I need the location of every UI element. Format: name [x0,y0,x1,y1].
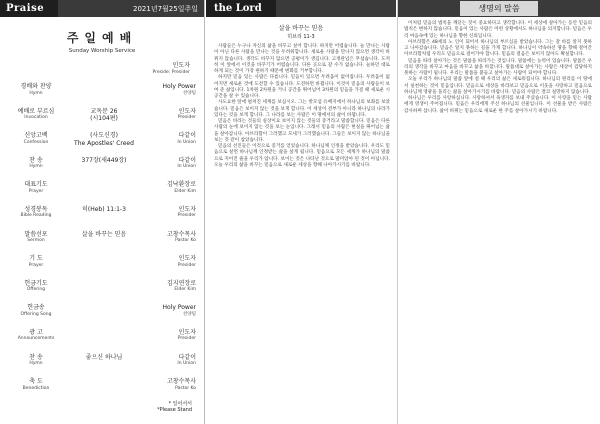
item-leader-en: In Union [177,164,196,170]
sermon-panel [206,0,396,424]
presider-role-en: Preside: Presider [152,70,190,75]
item-leader-ko: 다같이 [178,156,196,164]
item-name-ko: 헌금송 [27,304,45,312]
item-leader-ko: 인도자 [178,255,196,263]
item-detail: 좋으신 하나님 [85,353,123,361]
word-of-life-panel [397,0,600,424]
item-detail: 살을 바꾸는 믿음 [81,230,127,238]
item-leader-en: 찬양팀 [182,90,196,96]
item-name-ko: 경배와 찬양 [20,83,52,90]
item-name-ko: 축 도 [29,378,43,386]
item-name-en: Sermon [27,238,45,244]
presider-role: 인도자 [172,62,190,69]
item-detail: (사도신경) The Apostles' Creed [74,132,134,147]
header-bar-middle [206,0,396,17]
paragraph: 믿음은 바라는 것들의 실상이요 보이지 않는 것들의 증거라고 말씀합니다. 믿음은 다른 사람의 눈에 보이지 않는 것을 보는 눈입니다. 그래서 믿음의 사람은 현실을 뛰어넘는 삶을 살아갑니다. 아브라함이 그러했고 모세가 그러했습니다. 그들은 보이지 않는 하나님을 보는 것 같이 참았습니다. [214,119,390,143]
worship-item [10,231,196,256]
item-leader-ko: 김지연장로 [167,279,196,287]
worship-item [10,304,196,329]
item-name-ko: 기 도 [29,255,43,263]
item-name-ko: 대표기도 [24,181,48,189]
item-name-ko: 신앙고백 [24,132,48,140]
item-name-ko: 성경봉독 [24,205,48,213]
word-of-life-title: 생명의 말씀 [460,1,537,16]
item-name [10,354,62,367]
item-leader [146,304,196,317]
item-leader-ko: 다같이 [178,353,196,361]
stand-note-en: *Please Stand [157,407,192,414]
paragraph: 사람들은 누구나 자신의 삶을 바꾸고 싶어 합니다. 하지만 어렵습니다. 늘 만나는 사람이 아닌 다른 사람을 만나는 것을 두려워합니다. 새로운 사람을 만나지 않으면 생각이 바뀌지 않습니다. 생각도 바꾸지 않으면 공평이가 생깁니다. 고정관념은 무섭습니다. 도저히 이 앞에서 이것을 바꾸기가 어렵습니다. 다른 곳으로 갈 수가 없습니다. 늘하던 대로 하게 되는 것이 가장 편하기 때문에 변화를 거부합니다. [214,44,390,74]
item-leader-en: Pastor Ko [175,385,196,391]
item-leader-en: Presider [177,262,196,268]
worship-item [10,132,196,157]
item-leader-ko: 인도자 [178,328,196,336]
worship-title: 주일예배 [66,31,138,45]
item-leader [146,378,196,391]
item-name [10,304,62,317]
item-leader-ko: 고창수목사 [167,378,196,386]
item-leader-ko: 인도자 [178,205,196,213]
item-name-en: Offering Song [20,311,52,317]
item-leader [146,108,196,121]
item-name-en: Announcements [17,336,55,342]
item-leader-en: Presider [177,213,196,219]
item-name [10,206,62,219]
item-leader-ko: 김낙환장로 [167,181,196,189]
item-leader [146,132,196,145]
paragraph: 믿음을 따라 살아가는 것은 말씀을 따라가는 것입니다. 말씀에는 능력이 있습니다. 말씀은 우리의 생각을 바꾸고 마음을 바꾸고 삶을 바꿉니다. 말씀대로 살아가는 사람은 세상이 감당하지 못하는 사람이 됩니다. 우리는 말씀을 붙들고 살아가는 사람이 되어야 합니다. [404,58,592,76]
item-name-en: Prayer [28,262,44,268]
item-leader-en: 찬양팀 [182,311,196,317]
item-leader-ko: 고창수목사 [167,230,196,238]
item-name-ko: 말씀선포 [24,230,48,238]
item-name [10,157,62,170]
item-name-en: Hymn [29,361,43,367]
item-leader [146,83,196,96]
item-leader [146,255,196,268]
item-name-en: Bible Reading [20,213,52,219]
item-name [10,181,62,194]
worship-item [10,181,196,206]
worship-item [10,206,196,231]
item-detail: 교독문 26 (시104편) [90,107,118,123]
item-leader [146,354,196,367]
paragraph: 하나님은 우리를 사랑하십니다. 사랑하셔서 독생자를 보내 주셨습니다. 이 사랑을 믿는 사람에게 영생이 주어집니다. 믿음은 우리에게 주신 하나님의 선물입니다. 이 선물을 받은 사람은 감사하며 삽니다. 삶이 바뀌는 믿음으로 새로운 한 주를 살아가시기 바랍니다. [404,96,592,114]
item-name-en: Hymn [29,164,43,170]
paragraph: 오늘 우리가 하나님의 말씀 앞에 설 때 우리의 삶은 새로워집니다. 하나님의 원리를 이 땅에서 실천하는 것이 믿음입니다. 믿음으로 세상을 바라보고 믿음으로 이웃을 사랑하고 믿음으로 하나님께 영광을 돌리는 삶을 살아가시기를 바랍니다. 믿음의 사람은 결코 실망하지 않습니다. [404,77,592,95]
paragraph: 아브라함은 48세의 노 인이 되어서 하나님의 부르심을 받았습니다. 그는 갈 바를 알지 못하고 나아갔습니다. 믿음은 알지 못하는 길을 가게 합니다. 하나님이 약속하신 땅을 향해 걸어간 아브라함처럼 우리도 믿음으로 걸어가야 합니다. 믿음의 걸음은 보이지 않아도 확실합니다. [404,39,592,58]
item-leader-en: In Union [177,139,196,145]
paragraph: 사도요한 앞에 펼쳐진 세계를 보십시오. 그는 밧모섬 유배지에서 하나님의 보좌를 보았습니다. 믿음은 보이지 않는 것을 보게 합니다. 이 세상이 전부가 아니라 하나님의 나라가 있다는 것을 보게 합니다. 그 나라를 보는 사람은 이 땅에서의 삶이 바뀝니다. [214,100,390,118]
item-leader [146,329,196,342]
paragraph: 믿음의 선진들은 이것으로 증거를 얻었습니다. 하나님께 인정을 받았습니다. 우리도 믿음으로 살면 하나님께 인정받는 삶을 살게 됩니다. 믿음으로 모든 세계가 하나님의 말씀으로 지어진 줄을 우리가 압니다. 보이는 것은 나타난 것으로 말미암아 된 것이 아닙니다. 오늘 우리의 삶을 바꾸는 믿음으로 새로운 세상을 향해 나아가시기를 바랍니다. [214,144,390,168]
word-of-life-body [398,17,600,115]
worship-item [10,108,196,133]
item-leader-ko: Holy Power [162,304,196,312]
item-detail: 377장(새449장) [81,156,127,164]
item-name-en: Invocation [24,115,48,121]
item-name-en: Confession [23,139,49,145]
header-bar-left [0,0,204,17]
item-leader [146,280,196,293]
worship-item [10,378,196,403]
worship-item [10,83,196,108]
stand-note-ko: * 일어서서 [168,400,192,407]
sermon-body [206,44,396,169]
item-leader [146,157,196,170]
worship-order-panel [0,0,205,424]
worship-item [10,157,196,182]
paragraph: 이처럼 믿음의 법칙을 깨닫는 것이 중요하다고 생각합니다. 이 세상에 살아가는 동안 믿음의 법칙은 변하지 않습니다. 믿음이 있는 사람은 어떤 상황에서도 하나님을 의지합니다. 믿음은 우리 마음속에 있는 하나님을 향한 신뢰입니다. [404,21,592,39]
header-bar-right [398,0,600,17]
item-name-en: Prayer [28,188,44,194]
stand-note [0,401,204,414]
item-leader-ko: Holy Power [162,83,196,90]
item-leader-ko: 인도자 [178,107,196,115]
item-name [10,378,62,391]
item-leader-ko: 다같이 [178,132,196,140]
item-name-ko: 헌금기도 [24,279,48,287]
item-leader-en: In Union [177,361,196,367]
worship-item [10,280,196,305]
sermon-title: 살을 바꾸는 믿음 [278,25,324,32]
item-leader [146,206,196,219]
service-date: 2021년7월25일주일 [133,4,198,13]
item-name [10,255,62,268]
item-name-ko: 예배로 부르심 [17,107,55,115]
item-leader-en: Pastor Ko [175,238,196,244]
item-leader-en: Presider [177,336,196,342]
item-name-ko: 광 고 [29,328,43,336]
item-name-ko: 찬 송 [29,353,43,361]
item-name-en: Offering [26,287,46,293]
item-name [10,132,62,145]
item-leader-en: Presider [177,115,196,121]
item-name [10,108,62,121]
item-name [10,83,62,96]
paragraph: 하지만 믿음 있는 사람은 다릅니다. 믿음이 있으면 두려움이 없어집니다. 두려움이 없어지면 새로운 것에 도전할 수 있습니다. 도전하면 바뀝니다. 이것이 믿음의 사람들이 보여 준 삶입니다. 1차원 2차원을 거니 공간을 뛰어넘어 3차원의 믿음을 가질 때 새로운 시공간을 살 수 있습니다. [214,75,390,99]
item-name-en: Benediction [22,385,50,391]
praise-label: Praise [0,0,58,17]
worship-items [0,83,204,403]
item-name-en: Hymn [29,90,43,96]
item-leader-en: Elder Kim [174,188,196,194]
worship-item [10,329,196,354]
item-name [10,231,62,244]
item-leader [146,181,196,194]
item-detail: 히(Heb) 11:1-3 [82,205,126,213]
item-name [10,280,62,293]
item-leader-en: Elder Kim [174,287,196,293]
worship-subtitle: Sunday Worship Service [68,48,136,54]
sermon-reference: 히브리 11-3 [287,34,315,40]
item-name [10,329,62,342]
the-lord-label: the Lord [206,0,276,17]
worship-item [10,255,196,280]
presider-block [0,60,204,75]
worship-item [10,354,196,379]
item-name-ko: 찬 송 [29,156,43,164]
item-leader [146,231,196,244]
